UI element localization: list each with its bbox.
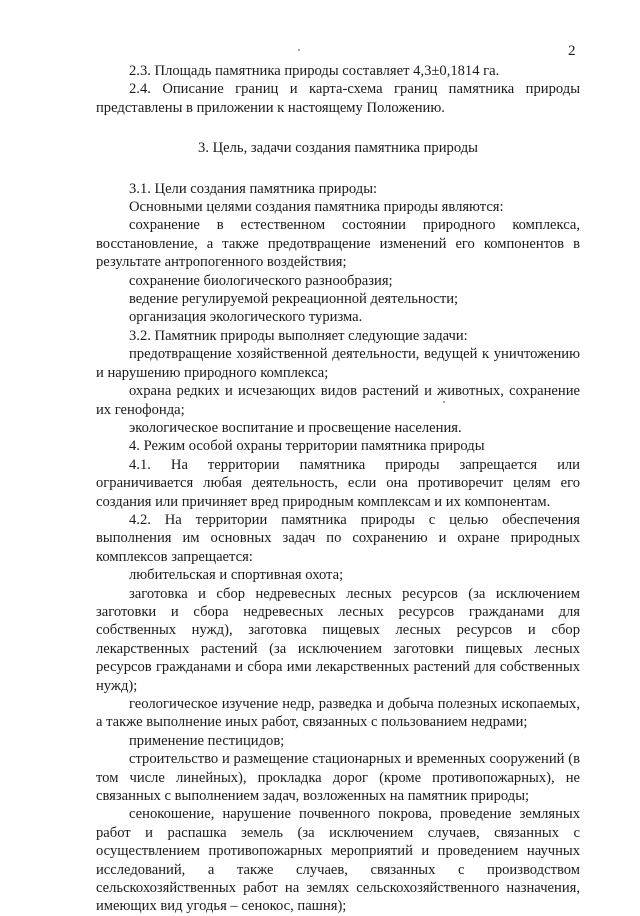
- paragraph: 4.2. На территории памятника природы с целью обеспечения выполнения им основных задач по сохранению и охране природных комплексов запрещается:: [96, 511, 580, 565]
- paragraph: применение пестицидов;: [129, 732, 285, 749]
- paragraph: экологическое воспитание и просвещение населения.: [129, 419, 462, 436]
- paragraph: любительская и спортивная охота;: [129, 567, 344, 584]
- section-heading: 3. Цель, задачи создания памятника природы: [198, 140, 478, 157]
- scan-speck: [298, 49, 300, 51]
- paragraph: 3.1. Цели создания памятника природы:: [129, 180, 378, 197]
- paragraph: геологическое изучение недр, разведка и добыча полезных ископаемых, а также выполнение иных работ, связанных с пользованием недрами;: [96, 696, 580, 731]
- paragraph: 2.3. Площадь памятника природы составляет 4,3±0,1814 га.: [129, 63, 500, 79]
- paragraph: предотвращение хозяйственной деятельности, ведущей к уничтожению и нарушению природного комплекса;: [96, 346, 580, 381]
- paragraph: сохранение в естественном состоянии природного комплекса, восстановление, а также предотвращение изменений его компонентов в результате антропогенного воздействия;: [96, 217, 580, 271]
- paragraph: организация экологического туризма.: [129, 309, 363, 326]
- intro-section: [96, 62, 580, 117]
- paragraph: сохранение биологического разнообразия;: [129, 272, 393, 289]
- paragraph: строительство и размещение стационарных и временных сооружений (в том числе линейных), прокладка дорог (кроме противопожарных), не связанных с выполнением задач, возложенных на памятник природы;: [96, 751, 580, 805]
- document-body: [96, 62, 580, 916]
- paragraph: 3.2. Памятник природы выполняет следующие задачи:: [129, 327, 468, 344]
- paragraph: ведение регулируемой рекреационной деятельности;: [129, 291, 459, 308]
- subsection-heading: 4. Режим особой охраны территории памятника природы: [129, 438, 485, 455]
- paragraph: охрана редких и исчезающих видов растений и животных, сохранение их генофонда;: [96, 383, 580, 418]
- paragraph: сенокошение, нарушение почвенного покрова, проведение земляных работ и распашка земель (за исключением случаев, связанных с осуществлением противопожарных мероприятий и проведением научных исследований, а также случаев, связанных с производством сельскохозяйственных работ на землях сельскохозяйственного назначения, имеющих вид угодья – сенокос, пашня);: [96, 806, 580, 915]
- paragraph: Основными целями создания памятника природы являются:: [129, 199, 504, 216]
- paragraph: 4.1. На территории памятника природы запрещается или ограничивается любая деятельность, если она противоречит целям его создания или причиняет вред природным комплексам и их компонентам.: [96, 456, 580, 510]
- paragraph: 2.4. Описание границ и карта-схема границ памятника природы представлены в приложении к настоящему Положению.: [96, 81, 580, 116]
- paragraph: заготовка и сбор недревесных лесных ресурсов (за исключением заготовки и сбора недревесных лесных ресурсов гражданами для собственных нужд), заготовка пищевых лесных ресурсов и сбор лекарственных растений (за исключением заготовки пищевых лесных ресурсов гражданами и сбора ими лекарственных растений для собственных нужд);: [96, 585, 580, 694]
- page-number: 2: [568, 43, 576, 59]
- main-section: [96, 180, 580, 916]
